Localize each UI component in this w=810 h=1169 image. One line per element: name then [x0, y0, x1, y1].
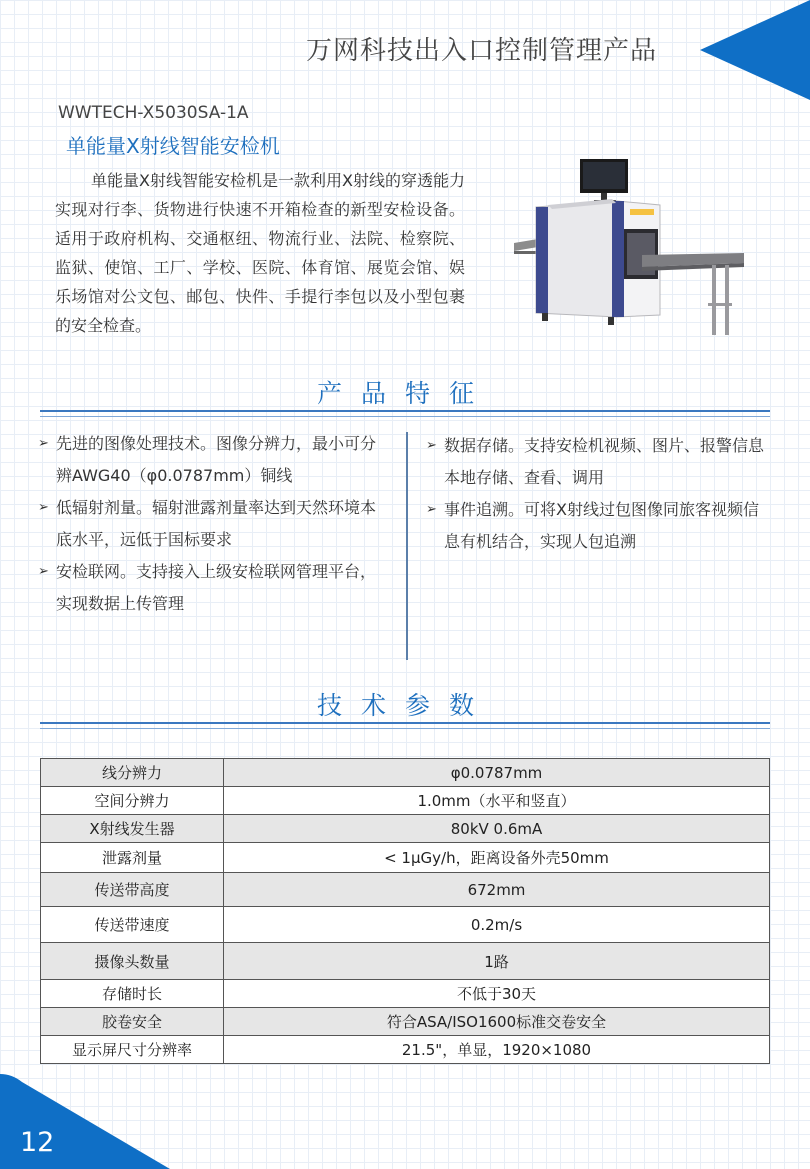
product-intro: 单能量X射线智能安检机是一款利用X射线的穿透能力实现对行李、货物进行快速不开箱检查的新型安检设备。适用于政府机构、交通枢纽、物流行业、法院、检察院、监狱、使馆、工厂、学校、医院、体育馆、展览会馆、娱乐场馆对公文包、邮包、快件、手提行李包以及小型包裹的安全检查。: [55, 171, 465, 335]
specs-heading: 技术参数: [316, 691, 493, 720]
features-left-column: [38, 428, 388, 620]
spec-value: 不低于30天: [224, 980, 770, 1008]
features-right-column: [426, 430, 770, 558]
spec-value: 21.5"，单显，1920×1080: [224, 1036, 770, 1064]
spec-value: 1.0mm（水平和竖直）: [224, 787, 770, 815]
spec-value: 672mm: [224, 873, 770, 907]
spec-key: 传送带速度: [41, 907, 224, 943]
spec-value: 0.2m/s: [224, 907, 770, 943]
corner-triangle-decoration: [700, 0, 810, 100]
arrow-bullet-icon: ➢: [38, 500, 49, 515]
table-row: [41, 873, 770, 907]
spec-value: < 1μGy/h，距离设备外壳50mm: [224, 843, 770, 873]
table-row: [41, 843, 770, 873]
arrow-bullet-icon: ➢: [38, 564, 49, 579]
arrow-bullet-icon: ➢: [426, 438, 437, 453]
feature-item: ➢ 低辐射剂量。辐射泄露剂量率达到天然环境本底水平，远低于国标要求: [38, 492, 388, 556]
arrow-bullet-icon: ➢: [38, 436, 49, 451]
spec-value: 1路: [224, 943, 770, 980]
feature-item: ➢ 先进的图像处理技术。图像分辨力，最小可分辨AWG40（φ0.0787mm）铜线: [38, 428, 388, 492]
spec-value: 80kV 0.6mA: [224, 815, 770, 843]
spec-key: 传送带高度: [41, 873, 224, 907]
spec-key: 显示屏尺寸分辨率: [41, 1036, 224, 1064]
spec-key: 泄露剂量: [41, 843, 224, 873]
page-header-title: 万网科技出入口控制管理产品: [306, 36, 658, 66]
specs-rule-bottom: [40, 728, 770, 729]
table-row: [41, 943, 770, 980]
spec-key: 空间分辨力: [41, 787, 224, 815]
spec-key: 线分辨力: [41, 759, 224, 787]
feature-item: ➢ 事件追溯。可将X射线过包图像同旅客视频信息有机结合，实现人包追溯: [426, 494, 770, 558]
spec-table: [40, 758, 770, 1064]
table-row: [41, 759, 770, 787]
spec-key: 存储时长: [41, 980, 224, 1008]
table-row: [41, 980, 770, 1008]
feature-item: ➢ 数据存储。支持安检机视频、图片、报警信息本地存储、查看、调用: [426, 430, 770, 494]
spec-value: 符合ASA/ISO1600标准交卷安全: [224, 1008, 770, 1036]
table-row: [41, 787, 770, 815]
specs-rule-top: [40, 722, 770, 724]
spec-value: φ0.0787mm: [224, 759, 770, 787]
xray-machine-image: [512, 155, 747, 345]
table-row: [41, 1036, 770, 1064]
table-row: [41, 1008, 770, 1036]
product-model: WWTECH-X5030SA-1A: [58, 103, 249, 123]
table-row: [41, 907, 770, 943]
arrow-bullet-icon: ➢: [426, 502, 437, 517]
features-rule-top: [40, 410, 770, 412]
features-rule-bottom: [40, 416, 770, 417]
feature-item: ➢ 安检联网。支持接入上级安检联网管理平台，实现数据上传管理: [38, 556, 388, 620]
table-row: [41, 815, 770, 843]
spec-key: 摄像头数量: [41, 943, 224, 980]
product-title: 单能量X射线智能安检机: [66, 134, 280, 158]
features-heading: 产品特征: [316, 379, 493, 408]
spec-key: 胶卷安全: [41, 1008, 224, 1036]
spec-key: X射线发生器: [41, 815, 224, 843]
page-number: 12: [20, 1127, 55, 1158]
column-divider: [406, 432, 408, 660]
